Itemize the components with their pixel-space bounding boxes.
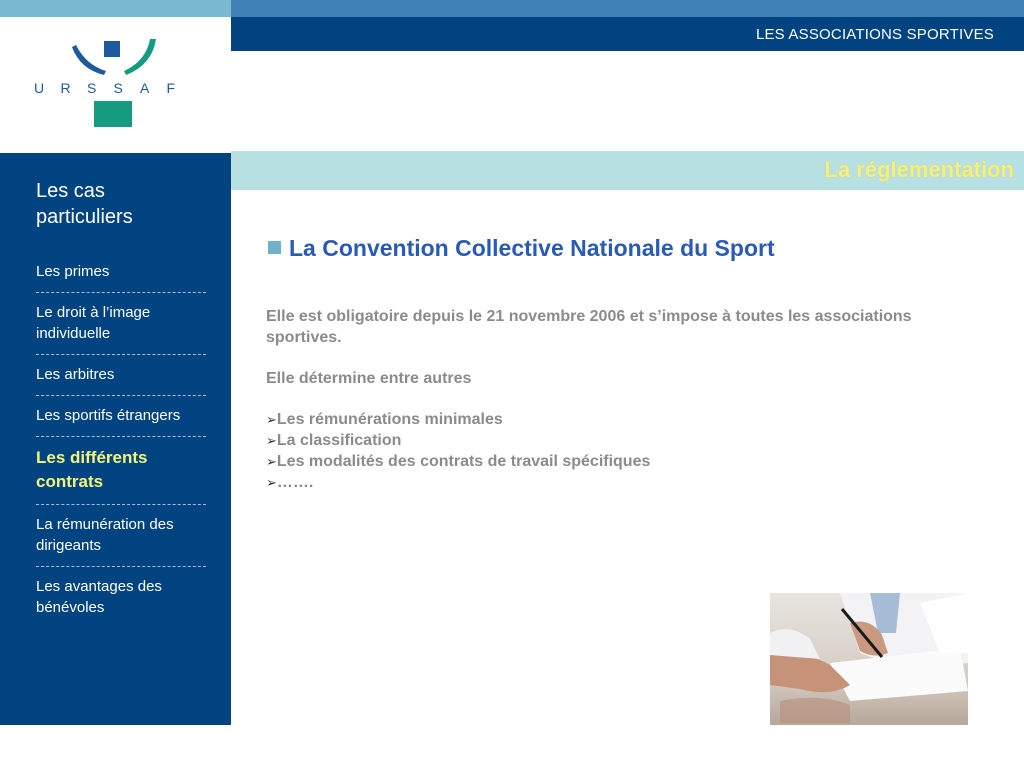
arrow-bullet-icon: ➢ — [266, 412, 277, 427]
sidebar-item-avantages-benevoles[interactable]: Les avantages des bénévoles — [36, 578, 162, 616]
section-band — [231, 151, 1024, 190]
body-text — [266, 306, 966, 493]
paragraph-obligation: Elle est obligatoire depuis le 21 novembre 2006 et s’impose à toutes les associations sportives. — [266, 308, 912, 346]
sidebar-item-contrats[interactable]: Les différents contrats — [36, 446, 206, 505]
list-item: ➢……. — [266, 474, 314, 491]
top-strip-dark — [231, 0, 1024, 17]
urssaf-logo — [0, 17, 231, 153]
sidebar-title: Les cas particuliers — [36, 180, 133, 228]
section-title: La réglementation — [824, 157, 1014, 182]
logo-wordmark: U R S S A F — [34, 80, 176, 96]
sidebar-item-remuneration-dirigeants[interactable]: La rémunération des dirigeants — [36, 514, 206, 567]
main-heading-text: La Convention Collective Nationale du Sport — [289, 235, 775, 261]
list-item: ➢Les rémunérations minimales — [266, 411, 503, 428]
header-title: LES ASSOCIATIONS SPORTIVES — [755, 26, 994, 43]
sidebar-item-arbitres[interactable]: Les arbitres — [36, 364, 206, 396]
arrow-bullet-icon: ➢ — [266, 454, 277, 469]
main-heading — [268, 235, 775, 262]
paragraph-intro: Elle détermine entre autres — [266, 370, 472, 387]
square-bullet-icon — [268, 241, 281, 254]
sidebar — [0, 153, 231, 725]
header-bar — [231, 17, 1024, 51]
list-item: ➢La classification — [266, 432, 402, 449]
signing-photo — [770, 593, 968, 725]
arrow-bullet-icon: ➢ — [266, 475, 277, 490]
sidebar-item-primes[interactable]: Les primes — [36, 261, 206, 293]
list-item: ➢Les modalités des contrats de travail spécifiques — [266, 453, 651, 470]
sidebar-nav — [36, 261, 206, 637]
sidebar-item-droit-image[interactable]: Le droit à l’image individuelle — [36, 302, 206, 355]
arrow-bullet-icon: ➢ — [266, 433, 277, 448]
sidebar-item-sportifs-etrangers[interactable]: Les sportifs étrangers — [36, 405, 206, 437]
